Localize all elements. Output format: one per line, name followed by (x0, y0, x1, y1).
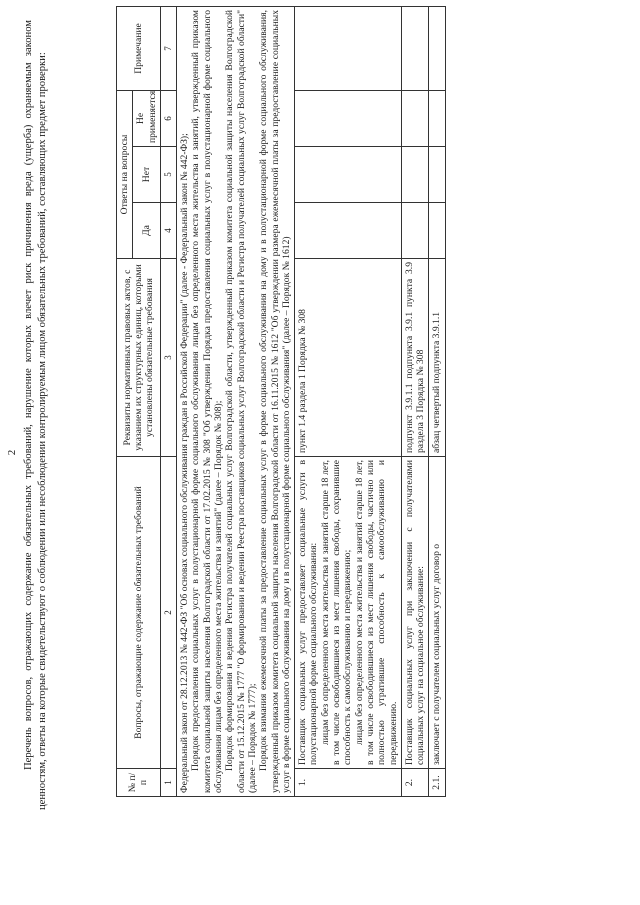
laws-row (177, 7, 295, 797)
table-row (295, 7, 402, 797)
page-number: 2 (6, 449, 18, 456)
answer-na-cell[interactable] (401, 91, 429, 147)
table-row (401, 7, 429, 797)
question-text: Поставщик социальных услуг при заключении с получателями социальных услуг на социальное обслуживание: (403, 460, 427, 765)
question-text: лицам без определенного места жительства и занятий старше 18 лет, в том числе освободившиеся из мест лишения свободы, частично или полностью утратившие способность к самообслуживанию и передвижению. (353, 460, 399, 765)
answer-yes-cell[interactable] (429, 203, 445, 259)
question-text: заключает с получателем социальных услуг договор о (431, 543, 443, 765)
row-number: 2.1. (429, 769, 445, 797)
answer-yes-cell[interactable] (401, 203, 429, 259)
header-row (117, 7, 133, 797)
index-cell: 3 (160, 259, 176, 457)
note-cell[interactable] (295, 7, 402, 91)
answer-no-cell[interactable] (401, 147, 429, 203)
answer-yes-cell[interactable] (295, 203, 402, 259)
index-cell: 7 (160, 7, 176, 91)
row-question (295, 457, 402, 769)
question-text: лицам без определенного места жительства и занятий старше 18 лет, в том числе освободившиеся из мест лишения свободы, сохранившие способность к самообслуживанию и передвижению; (319, 460, 354, 765)
header-requisites: Реквизиты нормативных правовых актов, с указанием их структурных единиц, которыми установлены обязательные требования (117, 259, 161, 457)
answer-no-cell[interactable] (429, 147, 445, 203)
question-text: Поставщик социальных услуг предоставляет социальные услуги в полустационарной форме социального обслуживания: (297, 460, 320, 765)
header-no: Нет (133, 147, 161, 203)
table-row (429, 7, 445, 797)
header-answers: Ответы на вопросы (117, 91, 133, 259)
row-requisites: абзац четвертый подпункта 3.9.1.1 (429, 259, 445, 457)
index-cell: 6 (160, 91, 176, 147)
row-question (401, 457, 429, 769)
checklist-heading (22, 20, 49, 810)
index-row (160, 7, 176, 797)
checklist-table (116, 6, 446, 797)
law-item: Порядок взимания ежемесячной платы за предоставление социальных услуг в форме социального обслуживания на дому и в полустационарной форме социального обслуживания, утвержденный приказом комитета социальной защиты населения Волгоградской области от 16.11.2015 № 1612 "Об утверждении размера ежемесячной платы за предоставление социальных услуг в форме социального обслуживания на дому и в полустационарной форме социального обслуживания" (далее – Порядок № 1612) (258, 10, 292, 793)
header-note: Примечание (117, 7, 161, 91)
row-requisites: пункт 1.4 раздела 1 Порядка № 308 (295, 259, 402, 457)
laws-cell (177, 7, 295, 797)
answer-na-cell[interactable] (429, 91, 445, 147)
header-yes: Да (133, 203, 161, 259)
law-item: Порядок формирования и ведения Регистра получателей социальных услуг Волгоградской области, утвержденный приказом комитета социальной защиты населения Волгоградской области от 15.12.2015 № 1777 "О формировании и ведении Реестра поставщиков социальных услуг Волгоградской области и Регистра получателей социальных услуг Волгоградской области"(далее – Порядок № 1777); (224, 10, 258, 793)
law-item: Федеральный закон от 28.12.2013 № 442-ФЗ "Об основах социального обслуживания граждан в Российской Федерации" (далее - Федеральный закон № 442-ФЗ); (179, 133, 191, 793)
row-question (429, 457, 445, 769)
row-number: 1. (295, 769, 402, 797)
answer-na-cell[interactable] (295, 91, 402, 147)
index-cell: 1 (160, 769, 176, 797)
answer-no-cell[interactable] (295, 147, 402, 203)
header-num: № п/п (117, 769, 161, 797)
heading-text: Перечень вопросов, отражающих содержание обязательных требований, нарушение которых влечет риск причинения вреда (ущерба) охраняемым законом ценностям, ответы на которые свидетельствуют о соблюдении или несоблюдении контролируемым лицом обязательных требований, составляющих предмет проверки: (23, 20, 48, 810)
index-cell: 4 (160, 203, 176, 259)
header-question: Вопросы, отражающие содержание обязательных требований (117, 457, 161, 769)
law-item: Порядок предоставления социальных услуг в полустационарной форме социального обслуживания лицам без определенного места жительства и занятий, утвержденный приказом комитета социальной защиты населения Волгоградской области от 17.02.2015 № 308 "Об утверждении Порядка предоставления социальных услуг в полустационарной форме социального обслуживания лицам без определенного места жительства и занятий" (далее – Порядок № 308); (190, 10, 225, 793)
index-cell: 5 (160, 147, 176, 203)
row-requisites: подпункт 3.9.1.1 подпункта 3.9.1 пункта 3.9 раздела 3 Порядка № 308 (401, 259, 429, 457)
note-cell[interactable] (401, 7, 429, 91)
row-number: 2. (401, 769, 429, 797)
note-cell[interactable] (429, 7, 445, 91)
index-cell: 2 (160, 457, 176, 769)
header-na: Не применяется (133, 91, 161, 147)
